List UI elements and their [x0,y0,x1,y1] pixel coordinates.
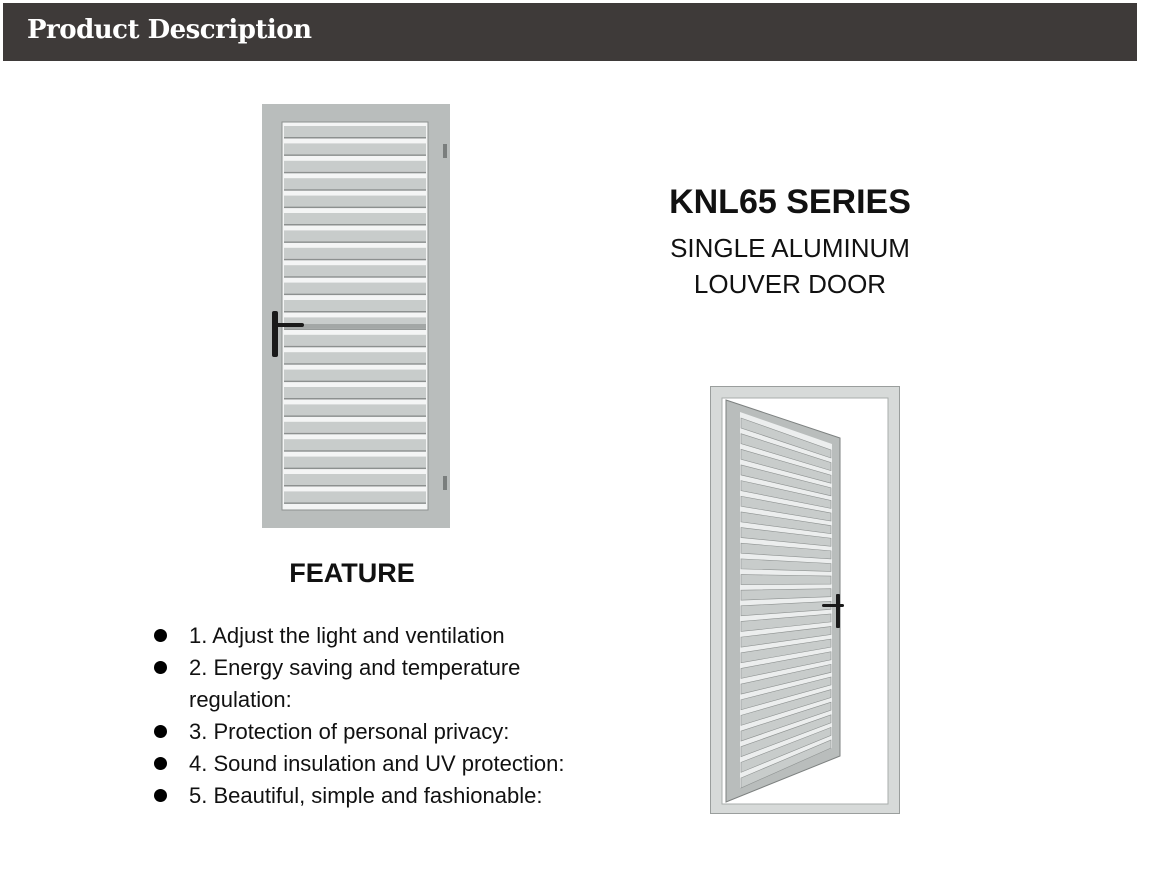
feature-item [152,716,622,748]
louver-slat [284,230,426,241]
louver-slat [284,178,426,189]
header-title: Product Description [27,15,312,45]
open-louver-door-image [710,386,900,814]
louver-slat-shadow [284,468,426,470]
feature-list [152,620,622,812]
louver-slat [284,335,426,346]
feature-item-text: 1. Adjust the light and ventilation [189,623,505,648]
bullet-icon [154,725,167,738]
handle-plate [836,594,840,628]
louver-slat [284,248,426,259]
louver-slat-shadow [284,189,426,191]
bullet-icon [154,661,167,674]
bullet-icon [154,629,167,642]
feature-heading: FEATURE [289,558,415,588]
louver-slat [284,474,426,485]
feature-item-text: 3. Protection of personal privacy: [189,719,510,744]
header-bar [3,3,1137,61]
louver-slat-shadow [284,346,426,348]
louver-slat [284,265,426,276]
louver-slat-shadow [284,502,426,504]
louver-slat-shadow [284,172,426,174]
feature-item-text: 2. Energy saving and temperature regulation: [189,655,521,712]
bullet-icon [154,757,167,770]
louver-slat-shadow [284,241,426,243]
louver-slat-shadow [284,137,426,139]
product-subtitle [620,230,960,302]
louver-slat [284,126,426,137]
louver-slat [284,404,426,415]
louver-slat-shadow [284,381,426,383]
feature-item-text: 4. Sound insulation and UV protection: [189,751,565,776]
hinge-icon [443,476,447,490]
hinge-icon [443,144,447,158]
feature-item [152,620,622,652]
louver-slat [284,370,426,381]
louver-slat [284,196,426,207]
louver-slat [284,161,426,172]
louver-slat-shadow [284,154,426,156]
louver-slat-shadow [284,415,426,417]
product-title: KNL65 SERIES [669,183,911,221]
louver-slat [741,575,831,585]
louver-slat-shadow [284,311,426,313]
louver-slat-shadow [284,207,426,209]
louver-slat-shadow [284,328,426,330]
feature-item [152,780,622,812]
feature-item-text: 5. Beautiful, simple and fashionable: [189,783,543,808]
handle-plate [272,311,278,357]
louver-slat [284,213,426,224]
product-subtitle-line: SINGLE ALUMINUM [670,233,910,263]
louver-slat-shadow [284,363,426,365]
louver-slat [284,143,426,154]
louver-slat [284,352,426,363]
louver-slat-shadow [284,450,426,452]
louver-slat-shadow [284,294,426,296]
louver-slat-shadow [284,485,426,487]
closed-louver-door-image [262,104,450,528]
louver-slat [284,457,426,468]
louver-slat [284,422,426,433]
handle-lever [822,604,844,607]
product-subtitle-line: LOUVER DOOR [693,269,887,299]
louver-slat-shadow [284,259,426,261]
feature-item [152,748,622,780]
bullet-icon [154,789,167,802]
feature-item [152,652,622,716]
louver-slat [284,439,426,450]
louver-slat [284,283,426,294]
handle-lever [276,323,304,327]
louver-slat-shadow [284,276,426,278]
mid-rail [284,324,426,328]
louver-slat [284,300,426,311]
louver-slat [284,387,426,398]
louver-slat-shadow [284,433,426,435]
louver-slat [284,491,426,502]
louver-slat-shadow [284,224,426,226]
louver-slat-shadow [284,398,426,400]
